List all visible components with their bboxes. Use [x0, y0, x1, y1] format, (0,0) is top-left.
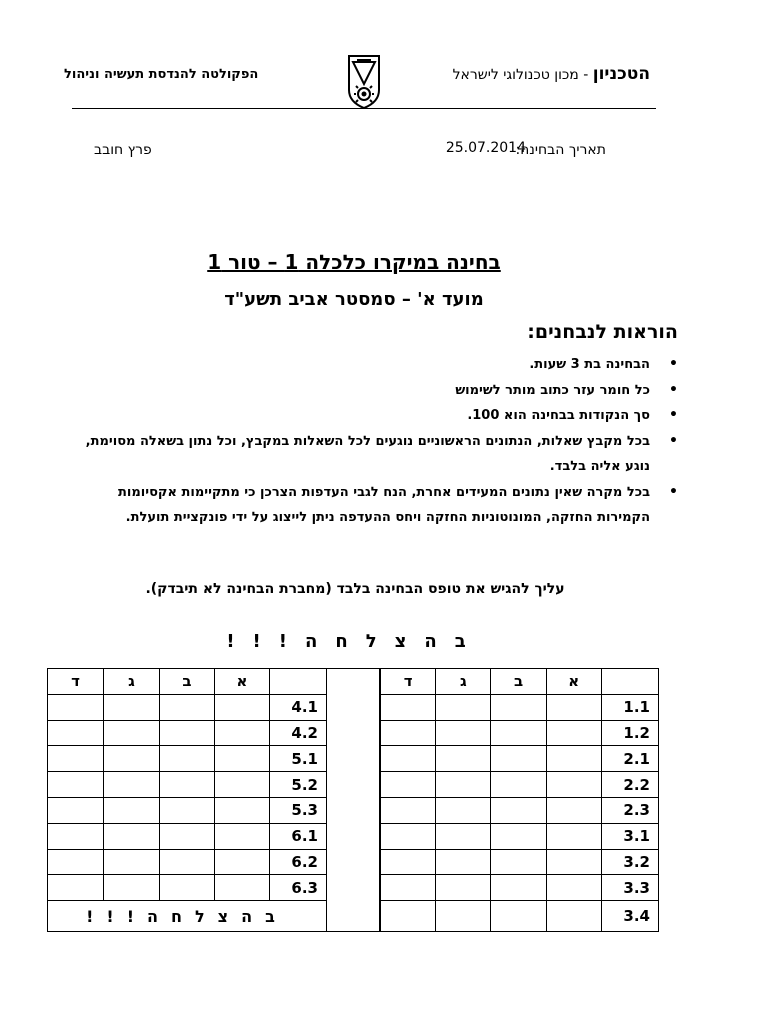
column-header: ב [491, 669, 546, 695]
answer-cell[interactable] [436, 746, 491, 772]
answer-cell[interactable] [215, 720, 270, 746]
header-divider [72, 108, 656, 109]
instruction-item: • כל חומר עזר כתוב מותר לשימוש [80, 378, 650, 404]
answer-cell[interactable] [381, 694, 436, 720]
question-number: 5.3 [270, 797, 327, 823]
answer-cell[interactable] [160, 797, 215, 823]
answer-cell[interactable] [381, 720, 436, 746]
answer-cell[interactable] [215, 694, 270, 720]
answer-cell[interactable] [436, 694, 491, 720]
answer-cell[interactable] [436, 849, 491, 875]
corner-cell [601, 669, 658, 695]
answer-cell[interactable] [104, 720, 160, 746]
answer-cell[interactable] [436, 875, 491, 901]
answer-cell[interactable] [546, 823, 601, 849]
instruction-item: • בכל מקרה שאין נתונים המעידים אחרת, הנח לגבי העדפות הצרכן כי מתקיימות אקסיומות הקמירות החזקה, המונוטוניות החזקה ויחס ההעדפה ניתן לייצוג על ידי פונקציית תועלת. [80, 480, 650, 531]
answer-cell[interactable] [491, 875, 546, 901]
answer-cell[interactable] [215, 849, 270, 875]
answer-cell[interactable] [546, 694, 601, 720]
answer-cell[interactable] [546, 720, 601, 746]
answer-cell[interactable] [381, 901, 436, 932]
answer-cell[interactable] [48, 823, 104, 849]
answer-cell[interactable] [546, 901, 601, 932]
answer-cell[interactable] [491, 849, 546, 875]
answer-cell[interactable] [160, 772, 215, 798]
question-number: 4.1 [270, 694, 327, 720]
answer-cell[interactable] [48, 746, 104, 772]
answer-cell[interactable] [546, 746, 601, 772]
table-row [381, 797, 659, 823]
answer-cell[interactable] [48, 720, 104, 746]
question-number: 6.3 [270, 875, 327, 901]
question-number: 3.3 [601, 875, 658, 901]
institution-name-rest: - מכון טכנולוגי לישראל [452, 67, 593, 83]
question-number: 3.2 [601, 849, 658, 875]
answer-cell[interactable] [104, 823, 160, 849]
answer-table-right [380, 668, 659, 932]
instruction-item: • הבחינה בת 3 שעות. [80, 352, 650, 378]
answer-cell[interactable] [491, 694, 546, 720]
question-number: 1.1 [601, 694, 658, 720]
answer-cell[interactable] [381, 875, 436, 901]
submit-note: עליך להגיש את טופס הבחינה בלבד (מחברת הבחינה לא תיבדק). [145, 581, 565, 597]
question-number: 3.1 [601, 823, 658, 849]
column-header: א [546, 669, 601, 695]
technion-logo-icon [347, 54, 381, 110]
table-row [381, 849, 659, 875]
column-header: ג [104, 669, 160, 695]
answer-cell[interactable] [215, 772, 270, 798]
answer-cell[interactable] [104, 772, 160, 798]
answer-cell[interactable] [491, 823, 546, 849]
answer-cell[interactable] [436, 823, 491, 849]
answer-cell[interactable] [215, 746, 270, 772]
question-number: 5.2 [270, 772, 327, 798]
answer-cell[interactable] [381, 823, 436, 849]
answer-cell[interactable] [160, 875, 215, 901]
answer-cell[interactable] [381, 772, 436, 798]
question-number: 3.4 [601, 901, 658, 932]
answer-cell[interactable] [381, 849, 436, 875]
exam-date-value: 25.07.2014 [445, 140, 526, 156]
column-header: א [215, 669, 270, 695]
instructions-list [80, 352, 650, 531]
question-number: 2.1 [601, 746, 658, 772]
answer-cell[interactable] [48, 772, 104, 798]
table-row [381, 720, 659, 746]
answer-cell[interactable] [436, 720, 491, 746]
answer-cell[interactable] [491, 746, 546, 772]
question-number: 2.3 [601, 797, 658, 823]
answer-cell[interactable] [104, 875, 160, 901]
instruction-item: • סך הנקודות בבחינה הוא 100. [80, 403, 650, 429]
answer-cell[interactable] [215, 797, 270, 823]
answer-cell[interactable] [491, 901, 546, 932]
exam-title: בחינה במיקרו כלכלה 1 – טור 1 [207, 250, 501, 274]
answer-cell[interactable] [104, 694, 160, 720]
answer-cell[interactable] [48, 797, 104, 823]
table-row [381, 875, 659, 901]
table-header-row [48, 669, 380, 695]
answer-cell[interactable] [546, 875, 601, 901]
answer-cell[interactable] [546, 849, 601, 875]
corner-cell [270, 669, 327, 695]
answer-cell[interactable] [48, 875, 104, 901]
answer-cell[interactable] [436, 901, 491, 932]
institution-name [453, 64, 650, 84]
question-number: 5.1 [270, 746, 327, 772]
answer-cell[interactable] [381, 797, 436, 823]
instructions-heading: הוראות לנבחנים: [527, 321, 678, 343]
answer-cell[interactable] [104, 797, 160, 823]
answer-cell[interactable] [215, 823, 270, 849]
answer-cell[interactable] [215, 875, 270, 901]
question-number: 1.2 [601, 720, 658, 746]
answer-cell[interactable] [160, 823, 215, 849]
answer-cell[interactable] [160, 694, 215, 720]
exam-author: פרץ חובב [94, 142, 152, 158]
good-luck-heading: בהצלחה!!! [226, 631, 484, 652]
answer-cell[interactable] [546, 797, 601, 823]
answer-cell[interactable] [160, 720, 215, 746]
answer-cell[interactable] [48, 849, 104, 875]
answer-cell[interactable] [436, 772, 491, 798]
exam-subtitle: מועד א' – סמסטר אביב תשע"ד [224, 289, 484, 310]
table-row [381, 901, 659, 932]
exam-date-label: תאריך הבחינה: [515, 142, 606, 158]
answer-cell[interactable] [104, 746, 160, 772]
answer-cell[interactable] [436, 797, 491, 823]
column-header: ב [160, 669, 215, 695]
column-header: ג [436, 669, 491, 695]
answer-cell[interactable] [48, 694, 104, 720]
answer-cell[interactable] [381, 746, 436, 772]
column-header: ד [381, 669, 436, 695]
question-number: 6.2 [270, 849, 327, 875]
table-row [381, 694, 659, 720]
table-good-luck: בהצלחה!!! [48, 901, 327, 932]
answer-cell[interactable] [160, 849, 215, 875]
question-number: 6.1 [270, 823, 327, 849]
instruction-item: • בכל מקבץ שאלות, הנתונים הראשוניים נוגעים לכל השאלות במקבץ, וכל נתון בשאלה מסוימת, נוגע אליה בלבד. [80, 429, 650, 480]
answer-cell[interactable] [491, 797, 546, 823]
table-row [381, 746, 659, 772]
answer-table-left [47, 668, 380, 932]
answer-cell[interactable] [104, 849, 160, 875]
question-number: 2.2 [601, 772, 658, 798]
answer-cell[interactable] [491, 772, 546, 798]
table-row [381, 823, 659, 849]
table-header-row [381, 669, 659, 695]
institution-name-bold: הטכניון [592, 64, 650, 84]
table-row [381, 772, 659, 798]
column-header: ד [48, 669, 104, 695]
faculty-name: הפקולטה להנדסת תעשיה וניהול [64, 67, 259, 82]
question-number: 4.2 [270, 720, 327, 746]
answer-cell[interactable] [546, 772, 601, 798]
spacer-column [327, 669, 380, 932]
answer-cell[interactable] [491, 720, 546, 746]
answer-cell[interactable] [160, 746, 215, 772]
